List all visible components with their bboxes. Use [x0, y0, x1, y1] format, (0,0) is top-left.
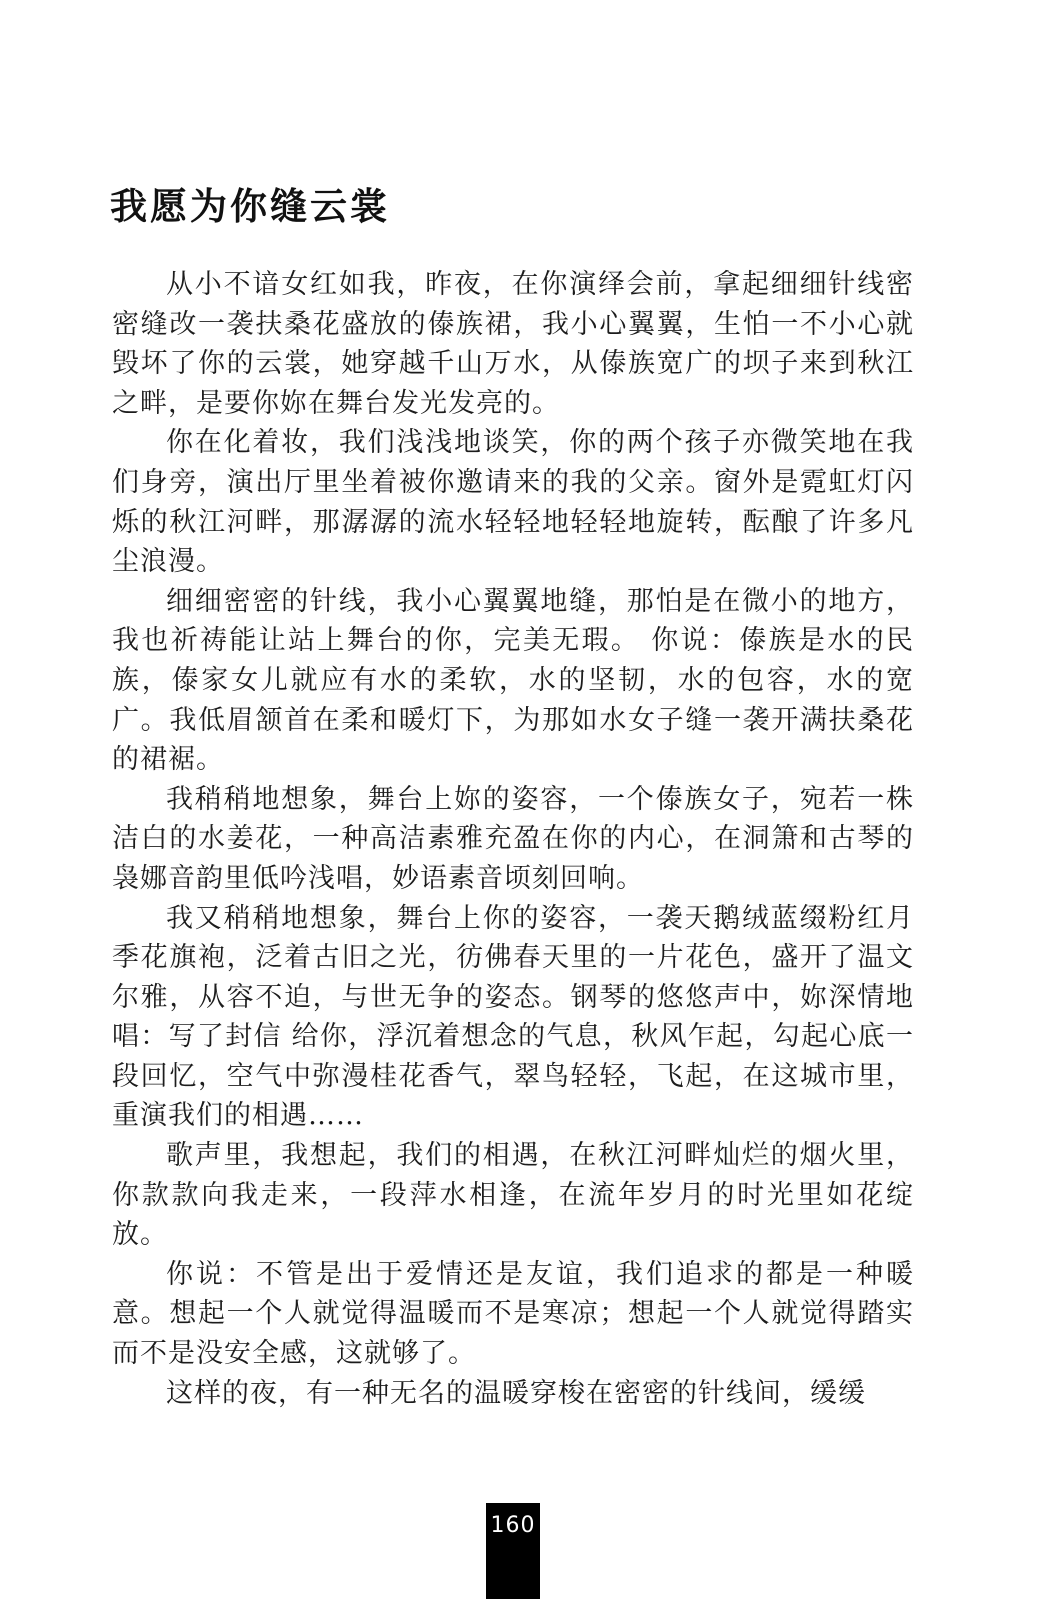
paragraph: 细细密密的针线，我小心翼翼地缝，那怕是在微小的地方，我也祈祷能让站上舞台的你，完美无瑕。 你说：傣族是水的民族，傣家女儿就应有水的柔软，水的坚韧，水的包容，水的宽广。我低眉颔首在柔和暖灯下，为那如水女子缝一袭开满扶桑花的裙裾。: [112, 585, 914, 776]
paragraph: 从小不谙女红如我，昨夜，在你演绎会前，拿起细细针线密密缝改一袭扶桑花盛放的傣族裙，我小心翼翼，生怕一不小心就毁坏了你的云裳，她穿越千山万水，从傣族宽广的坝子来到秋江之畔，是要你妳在舞台发光发亮的。: [112, 269, 914, 419]
paragraph: 我稍稍地想象，舞台上妳的姿容，一个傣族女子，宛若一株洁白的水姜花，一种高洁素雅充盈在你的内心，在洞箫和古琴的袅娜音韵里低吟浅唱，妙语素音顷刻回响。: [112, 783, 914, 894]
paragraph: 你在化着妆，我们浅浅地谈笑，你的两个孩子亦微笑地在我们身旁，演出厅里坐着被你邀请来的我的父亲。窗外是霓虹灯闪烁的秋江河畔，那潺潺的流水轻轻地轻轻地旋转，酝酿了许多凡尘浪漫。: [112, 427, 914, 578]
article-body: [112, 265, 914, 1413]
paragraph: 歌声里，我想起，我们的相遇，在秋江河畔灿烂的烟火里，你款款向我走来，一段萍水相逢，在流年岁月的时光里如花绽放。: [112, 1140, 914, 1251]
page-number: 160: [486, 1503, 540, 1599]
article-title: 我愿为你缝云裳: [110, 185, 390, 228]
paragraph: 你说：不管是出于爱情还是友谊，我们追求的都是一种暖意。想起一个人就觉得温暖而不是寒凉；想起一个人就觉得踏实而不是没安全感，这就够了。: [112, 1258, 914, 1370]
paragraph: 这样的夜，有一种无名的温暖穿梭在密密的针线间，缓缓: [166, 1377, 866, 1409]
paragraph: 我又稍稍地想象，舞台上你的姿容，一袭天鹅绒蓝缀粉红月季花旗袍，泛着古旧之光，彷佛春天里的一片花色，盛开了温文尔雅，从容不迫，与世无争的姿态。钢琴的悠悠声中，妳深情地唱：写了封信 给你，浮沉着想念的气息，秋风乍起，勾起心底一段回忆，空气中弥漫桂花香气，翠鸟轻轻，飞起，在这城市里，重演我们的相遇……: [112, 902, 914, 1132]
